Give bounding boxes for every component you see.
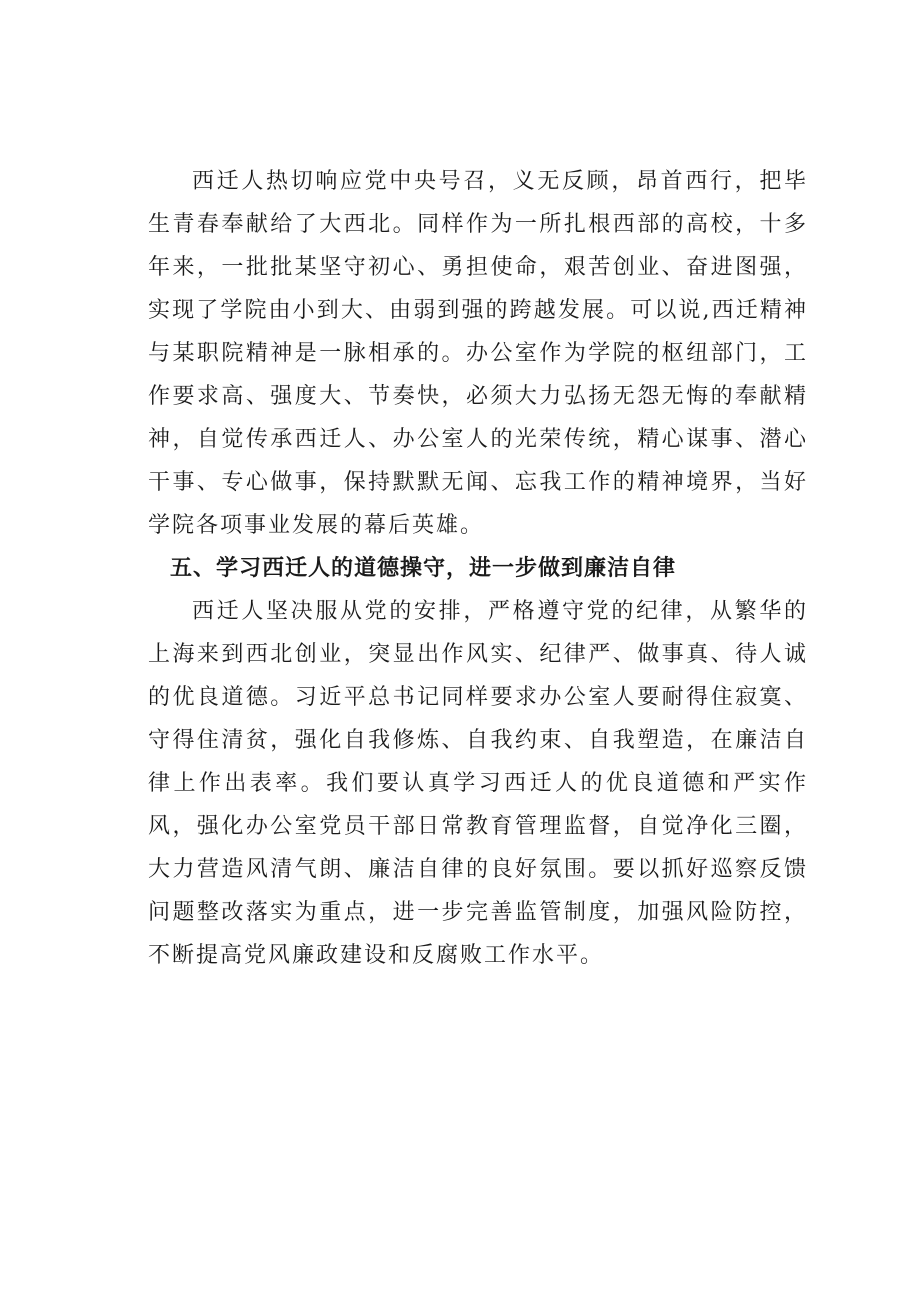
- body-paragraph-2: 西迁人坚决服从党的安排，严格遵守党的纪律，从繁华的上海来到西北创业，突显出作风实、纪律严、做事真、待人诚的优良道德。习近平总书记同样要求办公室人要耐得住寂寞、守得住清贫，强化自我修炼、自我约束、自我塑造，在廉洁自律上作出表率。我们要认真学习西迁人的优良道德和严实作风，强化办公室党员干部日常教育管理监督，自觉净化三圈，大力营造风清气朗、廉洁自律的良好氛围。要以抓好巡察反馈问题整改落实为重点，进一步完善监管制度，加强风险防控，不断提高党风廉政建设和反腐败工作水平。: [148, 599, 808, 968]
- body-paragraph-1: 西迁人热切响应党中央号召，义无反顾，昂首西行，把毕生青春奉献给了大西北。同样作为一所扎根西部的高校，十多年来，一批批某坚守初心、勇担使命，艰苦创业、奋进图强，实现了学院由小到大、由弱到强的跨越发展。可以说,西迁精神与某职院精神是一脉相承的。办公室作为学院的枢纽部门，工作要求高、强度大、节奏快，必须大力弘扬无怨无悔的奉献精神，自觉传承西迁人、办公室人的光荣传统，精心谋事、潜心干事、专心做事，保持默默无闻、忘我工作的精神境界，当好学院各项事业发展的幕后英雄。: [148, 169, 808, 538]
- document-body: [148, 160, 808, 977]
- section-heading-5: 五、学习西迁人的道德操守，进一步做到廉洁自律: [170, 556, 677, 581]
